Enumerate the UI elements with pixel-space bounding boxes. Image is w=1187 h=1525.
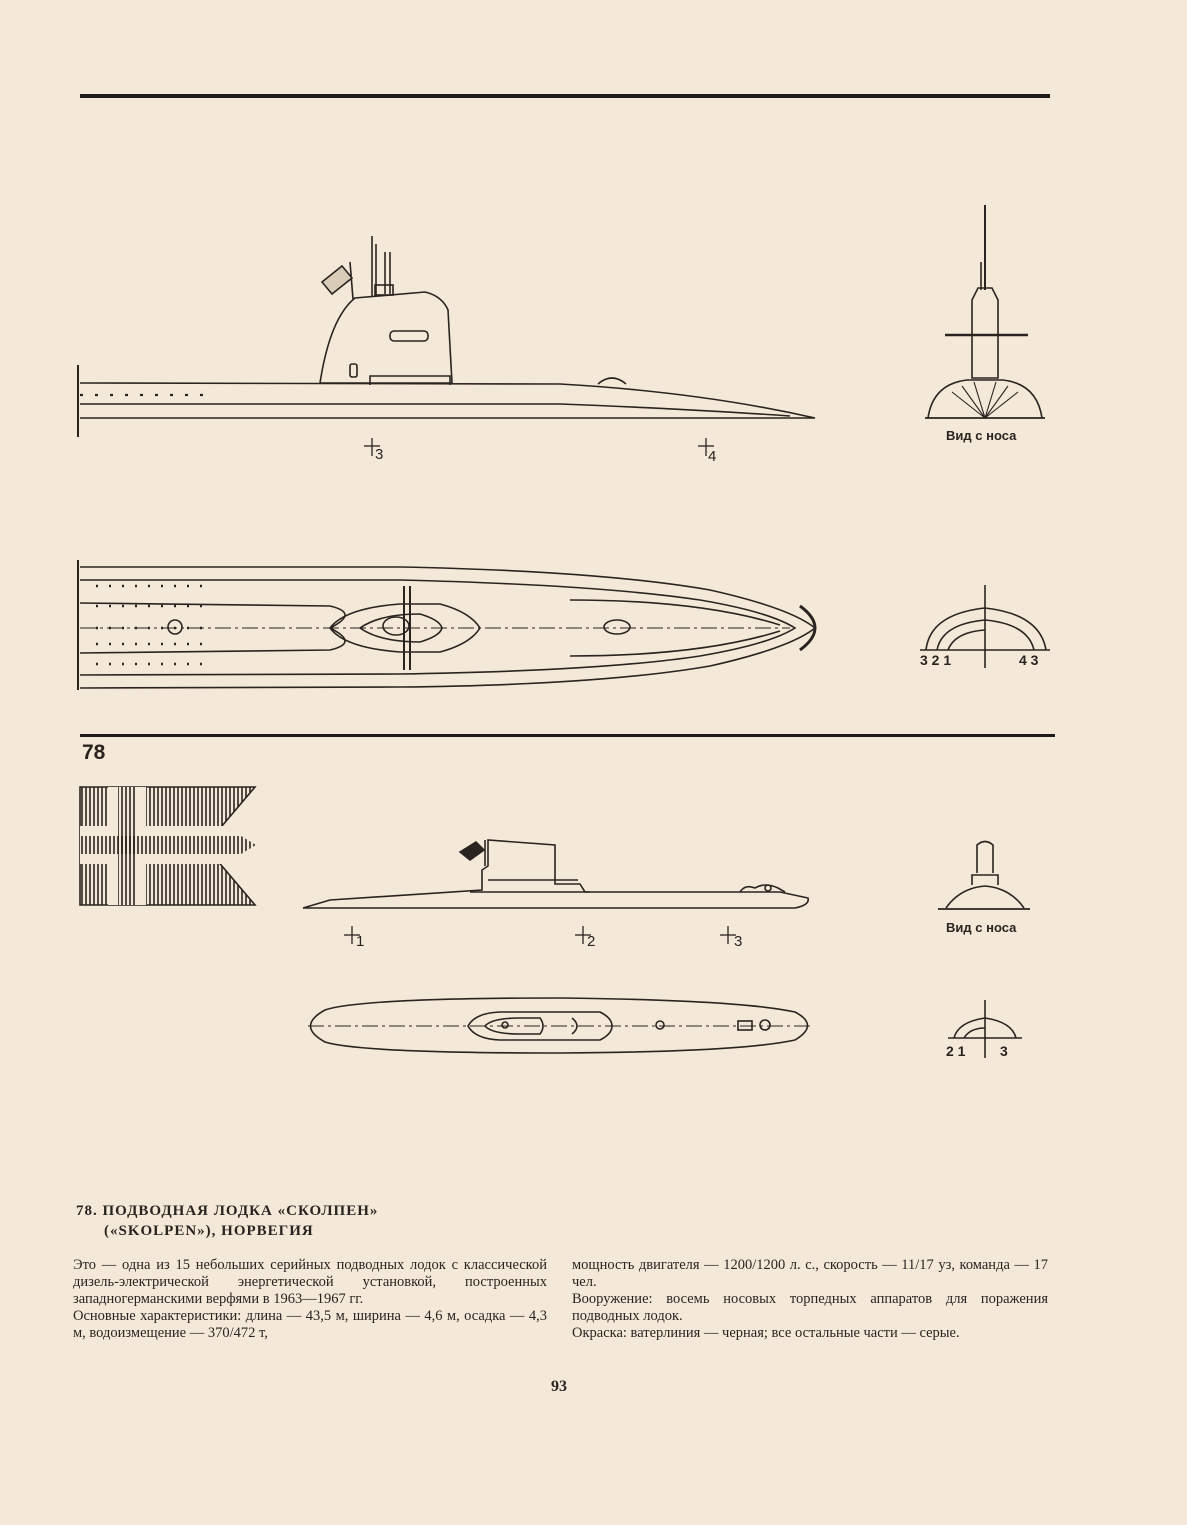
lower-bow-view-label: Вид с носа: [946, 920, 1017, 935]
specs-continued-paragraph: мощность двигателя — 1200/1200 л. с., скорость — 11/17 уз, команда — 17 чел.: [572, 1257, 1048, 1290]
lower-marker-1: 1: [356, 933, 365, 950]
lower-marker-2: 2: [587, 933, 596, 950]
upper-section-right-markers: 4 3: [1019, 652, 1039, 668]
article-column-right: [572, 1257, 1048, 1342]
upper-marker-4: 4: [708, 448, 717, 465]
intro-paragraph: Это — одна из 15 небольших серийных подводных лодок с классической дизель-электрической энергетической установкой, построенных западногерманскими верфями в 1963—1967 гг.: [73, 1257, 547, 1307]
page-number: 93: [551, 1378, 567, 1395]
upper-marker-3: 3: [375, 446, 384, 463]
plate-number: 78: [82, 741, 106, 764]
upper-section-left-markers: 3 2 1: [920, 652, 952, 668]
article-column-left: [73, 1257, 547, 1342]
article-title-line1: 78. ПОДВОДНАЯ ЛОДКА «СКОЛПЕН»: [76, 1203, 379, 1219]
lower-marker-3: 3: [734, 933, 743, 950]
specs-paragraph: Основные характеристики: длина — 43,5 м, ширина — 4,6 м, осадка — 4,3 м, водоизмещение — 370/472 т,: [73, 1308, 547, 1341]
armament-paragraph: Вооружение: восемь носовых торпедных аппаратов для поражения подводных лодок.: [572, 1291, 1048, 1324]
upper-bow-view-label: Вид с носа: [946, 428, 1017, 443]
lower-sub-bow-view: [938, 842, 1030, 910]
article-title: [76, 1201, 378, 1241]
upper-sub-plan-view: [78, 560, 815, 690]
lower-section-left-markers: 2 1: [946, 1043, 966, 1059]
lower-sub-plan-view: [308, 998, 810, 1053]
upper-sub-side-profile: [78, 236, 815, 437]
upper-frame-markers: [364, 438, 714, 456]
lower-section-right-markers: 3: [1000, 1043, 1008, 1059]
lower-frame-markers: [344, 926, 736, 944]
upper-sub-bow-view: [925, 205, 1045, 418]
norway-ensign-flag: [80, 787, 256, 905]
article-title-line2: («SKOLPEN»), НОРВЕГИЯ: [104, 1223, 314, 1239]
paint-scheme-paragraph: Окраска: ватерлиния — черная; все остальные части — серые.: [572, 1325, 960, 1341]
lower-sub-side-profile: [303, 840, 808, 908]
